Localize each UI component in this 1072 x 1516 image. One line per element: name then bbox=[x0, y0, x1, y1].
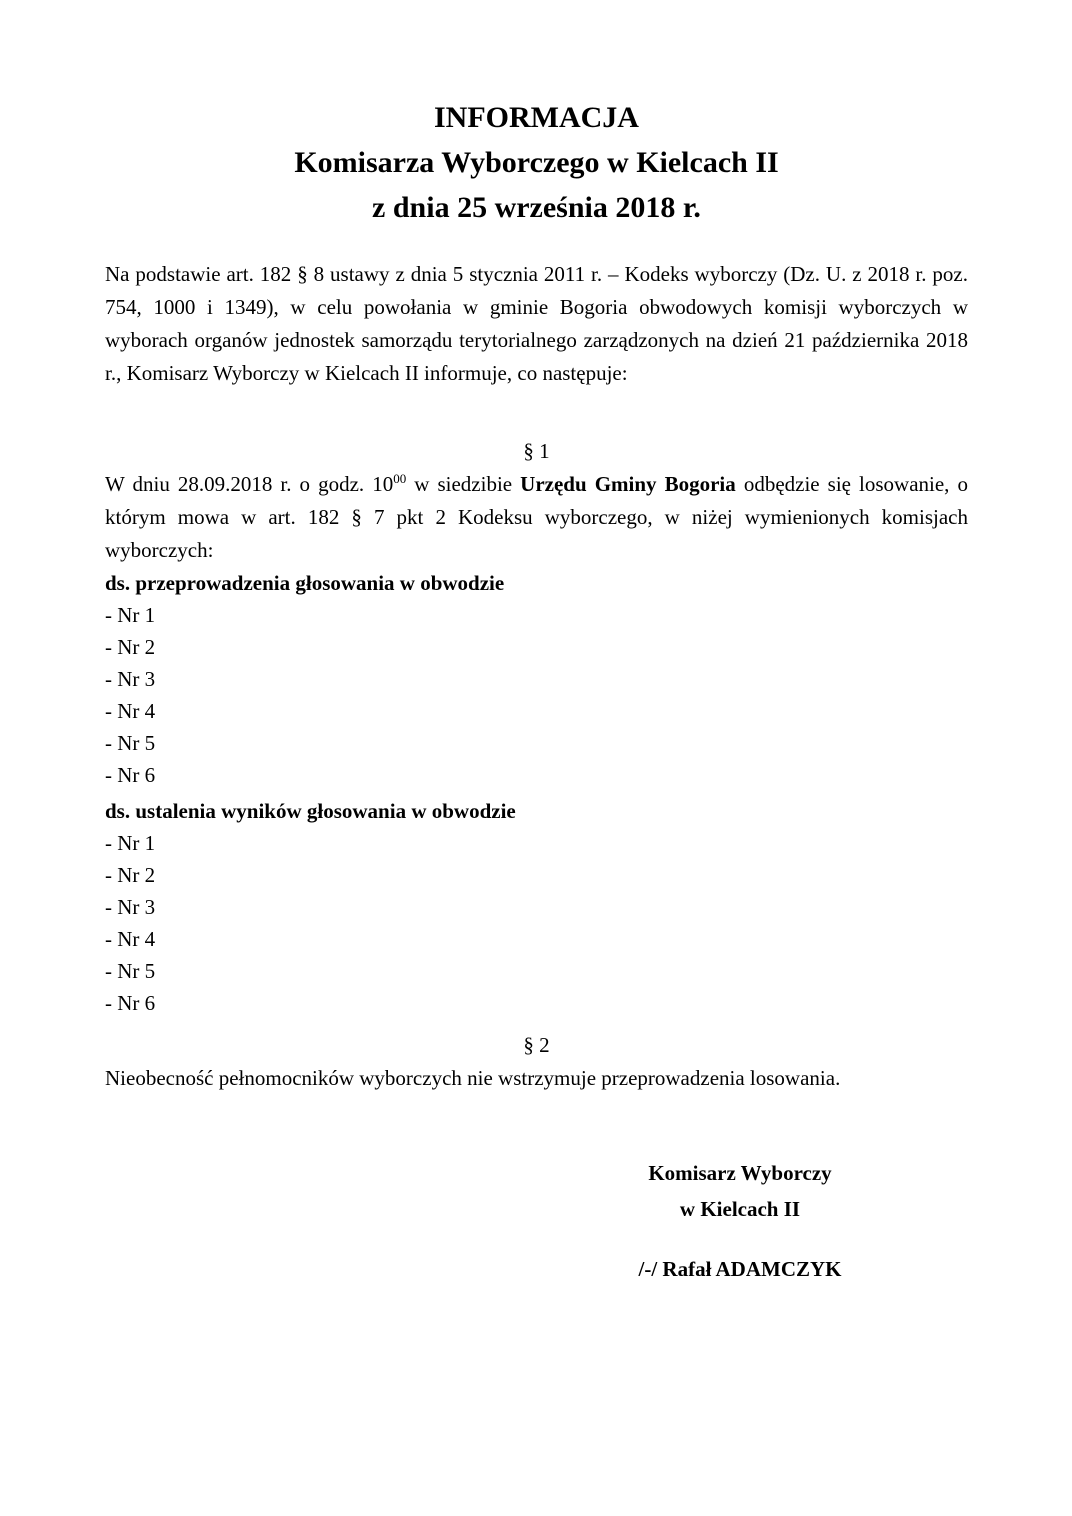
list-item: - Nr 3 bbox=[105, 667, 156, 691]
list-1 bbox=[105, 599, 968, 791]
list-item: - Nr 1 bbox=[105, 603, 156, 627]
section-2-heading: § 2 bbox=[523, 1033, 550, 1057]
section-1-text-part3: odbędzie się losowanie, o którym mowa w art. 182 § 7 pkt 2 Kodeksu wyborczego, w niżej wymienionych komisjach wyborczych: bbox=[105, 472, 968, 562]
list-item: - Nr 3 bbox=[105, 895, 156, 919]
list-2-heading: ds. ustalenia wyników głosowania w obwodzie bbox=[105, 799, 516, 823]
list-item: - Nr 5 bbox=[105, 731, 156, 755]
document-title bbox=[105, 95, 968, 230]
signature-location-line: w Kielcach II bbox=[679, 1197, 801, 1221]
intro-paragraph: Na podstawie art. 182 § 8 ustawy z dnia 5 stycznia 2011 r. – Kodeks wyborczy (Dz. U. z 2018 r. poz. 754, 1000 i 1349), w celu powołania w gminie Bogoria obwodowych komisji wyborczych w wyborach organów jednostek samorządu terytorialnego zarządzonych na dzień 21 października 2018 r., Komisarz Wyborczy w Kielcach II informuje, co następuje: bbox=[105, 262, 968, 385]
section-2-paragraph: Nieobecność pełnomocników wyborczych nie wstrzymuje przeprowadzenia losowania. bbox=[105, 1066, 841, 1090]
list-item: - Nr 2 bbox=[105, 635, 156, 659]
signature-name-line: /-/ Rafał ADAMCZYK bbox=[638, 1257, 842, 1281]
list-item: - Nr 2 bbox=[105, 863, 156, 887]
list-item: - Nr 4 bbox=[105, 927, 156, 951]
title-line-2: Komisarza Wyborczego w Kielcach II bbox=[294, 146, 779, 179]
list-2 bbox=[105, 827, 968, 1019]
time-superscript: 00 bbox=[393, 471, 407, 486]
list-item: - Nr 1 bbox=[105, 831, 156, 855]
section-1-text-part2: w siedzibie bbox=[406, 472, 521, 496]
title-line-1: INFORMACJA bbox=[434, 101, 639, 134]
section-1-heading: § 1 bbox=[523, 439, 550, 463]
section-1-text-bold: Urzędu Gminy Bogoria bbox=[520, 472, 736, 496]
list-item: - Nr 6 bbox=[105, 763, 156, 787]
section-1-paragraph bbox=[105, 468, 968, 567]
list-1-heading: ds. przeprowadzenia głosowania w obwodzie bbox=[105, 571, 505, 595]
signature-block bbox=[540, 1155, 940, 1287]
list-item: - Nr 4 bbox=[105, 699, 156, 723]
signature-title-line: Komisarz Wyborczy bbox=[648, 1161, 832, 1185]
list-item: - Nr 5 bbox=[105, 959, 156, 983]
list-item: - Nr 6 bbox=[105, 991, 156, 1015]
title-line-3: z dnia 25 września 2018 r. bbox=[372, 191, 701, 224]
section-1-text-part1: W dniu 28.09.2018 r. o godz. 10 bbox=[105, 472, 394, 496]
